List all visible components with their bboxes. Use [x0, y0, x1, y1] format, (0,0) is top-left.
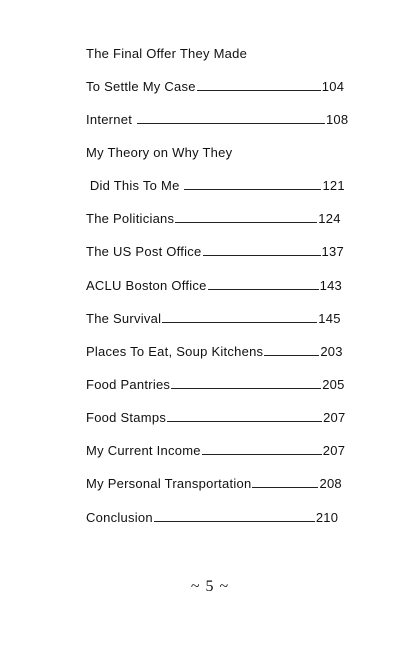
toc-entry-title: Did This To Me	[86, 178, 184, 193]
toc-entry-page: 145	[318, 311, 341, 326]
toc-entry-page: 207	[322, 443, 346, 458]
toc-entry	[86, 309, 341, 329]
toc-entry-title: The Politicians	[86, 211, 175, 226]
toc-entry	[86, 176, 345, 196]
toc-entry	[86, 441, 345, 461]
toc-leader-line	[252, 474, 318, 488]
toc-entry-title: Food Stamps	[86, 410, 167, 425]
toc-entry-page: 207	[323, 410, 346, 425]
toc-entry-page: 203	[320, 344, 343, 359]
toc-entry-page: 108	[325, 112, 349, 127]
toc-entry	[86, 44, 247, 64]
toc-entry	[86, 77, 344, 97]
toc-entry-title: My Theory on Why They	[86, 145, 233, 160]
toc-entry-title: ACLU Boston Office	[86, 278, 207, 293]
toc-entry	[86, 408, 346, 428]
toc-leader-line	[264, 342, 319, 356]
toc-entry-page: 121	[322, 178, 345, 193]
toc-entry-page: 205	[322, 377, 345, 392]
toc-leader-line	[167, 408, 322, 422]
toc-leader-line	[162, 309, 317, 323]
toc-leader-line	[197, 77, 321, 91]
toc-leader-line	[154, 508, 315, 522]
toc-entry-title: Places To Eat, Soup Kitchens	[86, 344, 264, 359]
toc-entry	[86, 342, 343, 362]
toc-entry-page: 143	[319, 278, 343, 293]
toc-entry-page: 104	[321, 79, 345, 94]
toc-entry-title: Food Pantries	[86, 377, 171, 392]
toc-leader-line	[203, 242, 321, 256]
toc-entry	[86, 143, 232, 163]
toc-leader-line	[171, 375, 321, 389]
toc-entry-title: Conclusion	[86, 510, 153, 525]
toc-entry	[86, 508, 338, 528]
toc-entry	[86, 276, 342, 296]
toc-leader-line	[202, 441, 322, 455]
toc-entry-title: To Settle My Case	[86, 79, 196, 94]
toc-leader-line	[137, 110, 325, 124]
toc-entry-page: 137	[321, 244, 344, 259]
toc-entry-title: The Survival	[86, 311, 162, 326]
toc-leader-line	[208, 276, 319, 290]
toc-entry	[86, 242, 344, 262]
toc-entry	[86, 474, 342, 494]
toc-entry-page: 208	[319, 476, 342, 491]
toc-entry	[86, 110, 348, 130]
toc-leader-line	[184, 176, 321, 190]
toc-entry	[86, 209, 341, 229]
toc-entry	[86, 375, 345, 395]
toc-entry-page: 210	[315, 510, 339, 525]
toc-entry-title: My Current Income	[86, 443, 201, 458]
toc-entry-title: The US Post Office	[86, 244, 202, 259]
page-number: ~ 5 ~	[190, 578, 230, 595]
toc-entry-title: My Personal Transportation	[86, 476, 252, 491]
toc-entry-title: Internet	[86, 112, 136, 127]
toc-entry-title: The Final Offer They Made	[86, 46, 248, 61]
toc-leader-line	[175, 209, 317, 223]
toc-entry-page: 124	[318, 211, 341, 226]
